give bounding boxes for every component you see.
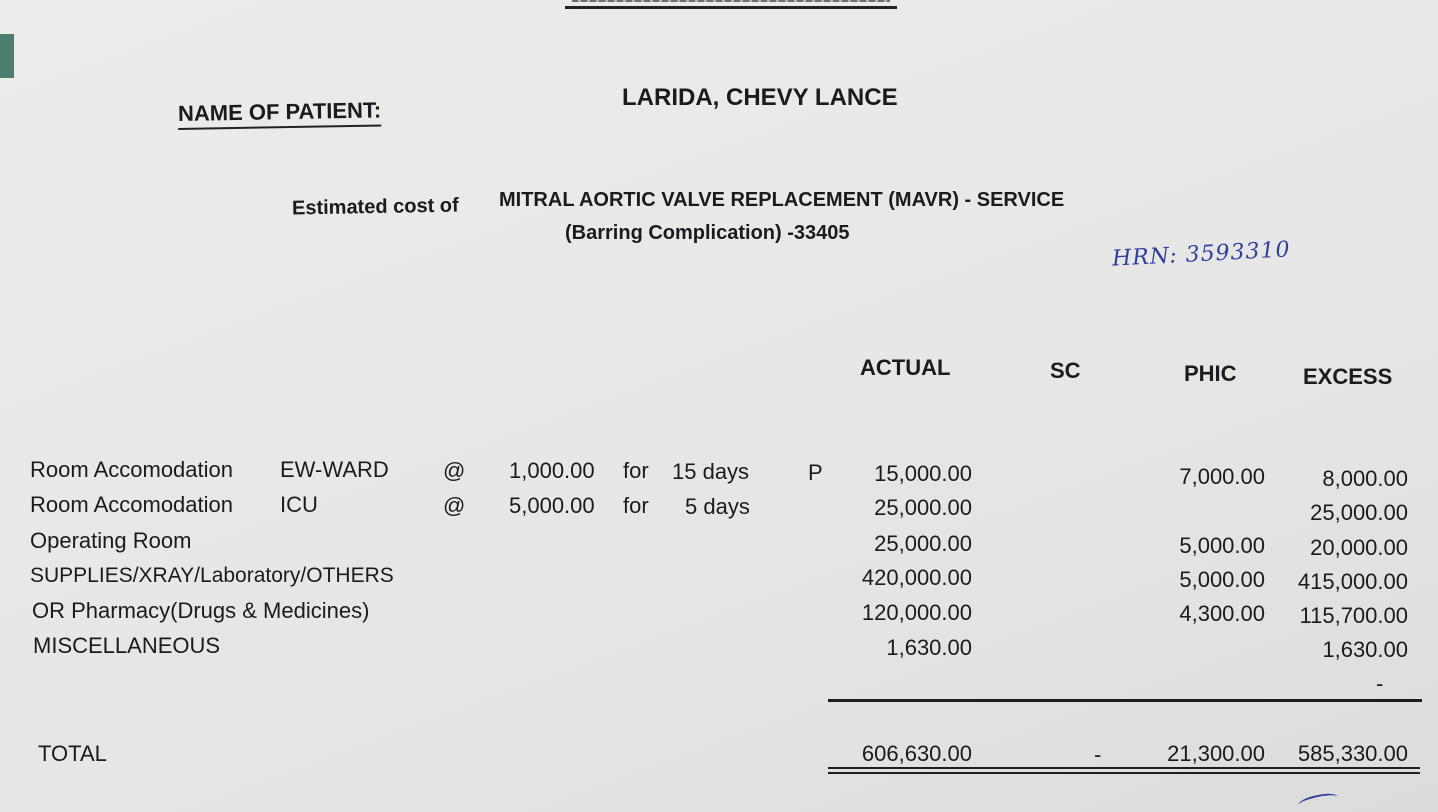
total-sc: -	[1094, 742, 1102, 767]
row-type: EW-WARD	[280, 457, 389, 482]
row-actual: 25,000.00	[874, 531, 972, 556]
row-rate: 1,000.00	[509, 458, 595, 483]
patient-name-label: NAME OF PATIENT:	[178, 97, 382, 130]
row-excess: 8,000.00	[1322, 466, 1408, 491]
total-double-rule-top	[828, 767, 1420, 769]
row-actual: 25,000.00	[874, 495, 972, 520]
row-excess: 1,630.00	[1322, 637, 1408, 662]
row-label: Room Accomodation	[30, 457, 233, 482]
row-excess: 415,000.00	[1297, 569, 1408, 594]
dash-mark: -	[1376, 671, 1384, 696]
column-header-phic: PHIC	[1184, 361, 1237, 386]
column-header-excess: EXCESS	[1303, 364, 1393, 389]
estimate-prefix: Estimated cost of	[291, 194, 459, 220]
row-at-sign: @	[443, 458, 466, 483]
row-flag: P	[808, 460, 823, 485]
row-excess: 20,000.00	[1310, 535, 1408, 560]
total-phic: 21,300.00	[1167, 741, 1265, 766]
row-type: ICU	[280, 492, 318, 517]
row-at-sign: @	[443, 493, 466, 518]
row-excess: 115,700.00	[1299, 603, 1408, 628]
procedure-subtitle: (Barring Complication) -33405	[565, 222, 850, 244]
row-for: for	[623, 458, 649, 483]
row-phic: 5,000.00	[1179, 567, 1265, 592]
row-label: Room Accomodation	[30, 492, 233, 517]
total-double-rule-bottom	[828, 772, 1420, 774]
subtotal-rule	[828, 699, 1422, 702]
row-actual: 1,630.00	[886, 635, 972, 660]
row-actual: 15,000.00	[874, 461, 972, 486]
row-excess: 25,000.00	[1310, 500, 1408, 525]
row-label: MISCELLANEOUS	[33, 633, 221, 658]
total-actual: 606,630.00	[861, 741, 972, 766]
row-days: 5 days	[685, 494, 750, 519]
row-rate: 5,000.00	[509, 493, 595, 518]
handwritten-hrn: HRN: 3593310	[1111, 237, 1292, 272]
patient-name: LARIDA, CHEVY LANCE	[622, 84, 898, 111]
pen-mark	[1297, 791, 1339, 811]
row-label: OR Pharmacy(Drugs & Medicines)	[32, 598, 370, 623]
column-header-actual: ACTUAL	[860, 355, 951, 380]
paper-edge-tab	[0, 34, 14, 78]
cropped-title-text	[572, 0, 890, 2]
row-for: for	[623, 493, 649, 518]
row-actual: 420,000.00	[861, 565, 972, 590]
total-excess: 585,330.00	[1297, 741, 1408, 766]
row-phic: 7,000.00	[1179, 464, 1265, 489]
row-phic: 4,300.00	[1179, 601, 1265, 626]
column-header-sc: SC	[1050, 358, 1081, 383]
total-label: TOTAL	[38, 741, 107, 766]
title-underline	[565, 6, 897, 9]
procedure-title: MITRAL AORTIC VALVE REPLACEMENT (MAVR) - SERVICE	[499, 189, 1065, 211]
row-label: SUPPLIES/XRAY/Laboratory/OTHERS	[30, 564, 394, 587]
row-days: 15 days	[672, 459, 750, 484]
row-actual: 120,000.00	[861, 600, 972, 625]
row-phic: 5,000.00	[1179, 533, 1265, 558]
row-label: Operating Room	[30, 528, 192, 553]
